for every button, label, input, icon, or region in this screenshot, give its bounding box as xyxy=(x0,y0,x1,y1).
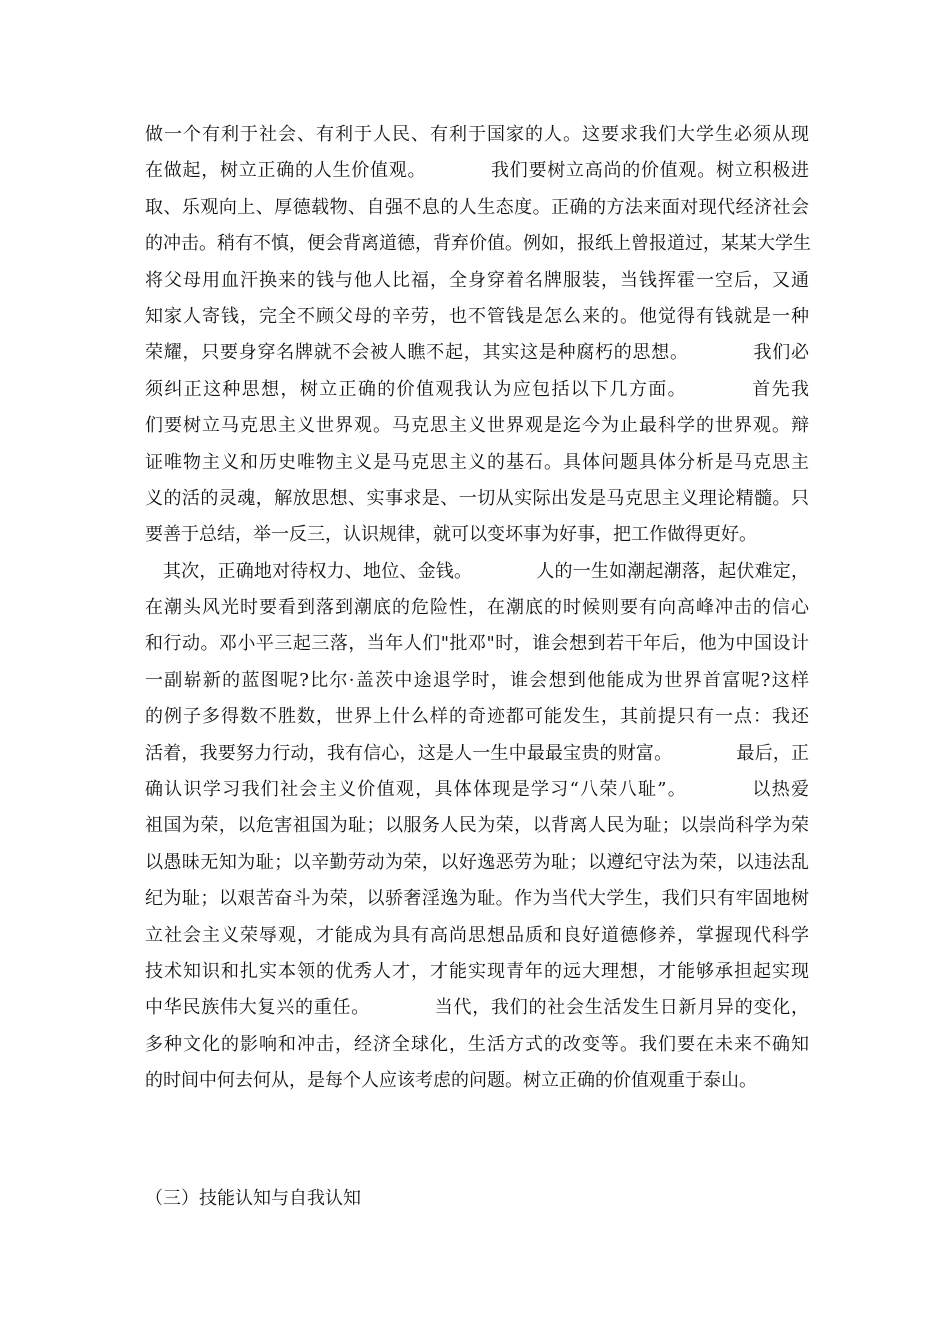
text-segment: 其次，正确地对待权力、地位、金钱。 xyxy=(163,560,473,582)
text-segment: 须纠正这种思想，树立正确的价值观我认为应包括以下几方面。 xyxy=(145,378,687,400)
text-line: 多种文化的影响和冲击，经济全球化，生活方式的改变等。我们要在未来不确知 xyxy=(145,1033,809,1055)
text-line xyxy=(145,335,809,371)
text-line xyxy=(145,772,809,808)
text-segment: 我们要树立高尚的价值观。树立积极进 xyxy=(490,160,809,182)
text-segment: 在做起，树立正确的人生价值观。 xyxy=(145,160,427,182)
text-line: 的例子多得数不胜数，世界上什么样的奇迹都可能发生，其前提只有一点：我还 xyxy=(145,706,809,728)
text-line xyxy=(145,736,809,772)
text-line: 取、乐观向上、厚德载物、自强不息的人生态度。正确的方法来面对现代经济社会 xyxy=(145,196,809,218)
text-line: 祖国为荣，以危害祖国为耻；以服务人民为荣，以背离人民为耻；以崇尚科学为荣 xyxy=(145,815,809,837)
text-segment: 人的一生如潮起潮落，起伏难定， xyxy=(536,560,809,582)
text-line: 将父母用血汗换来的钱与他人比福，全身穿着名牌服装，当钱挥霍一空后，又通 xyxy=(145,269,809,291)
text-segment: 最后，正 xyxy=(736,742,810,764)
text-line: 和行动。邓小平三起三落，当年人们"批邓"时，谁会想到若干年后，他为中国设计 xyxy=(145,633,809,655)
text-segment: 中华民族伟大复兴的重任。 xyxy=(145,997,370,1019)
text-segment: 荣耀，只要身穿名牌就不会被人瞧不起，其实这是种腐朽的思想。 xyxy=(145,342,689,364)
text-line xyxy=(145,990,809,1026)
text-line xyxy=(145,153,809,189)
text-segment: 当代，我们的社会生活发生日新月异的变化， xyxy=(434,997,809,1019)
text-segment: 活着，我要努力行动，我有信心，这是人一生中最最宝贵的财富。 xyxy=(145,742,673,764)
text-line: 在潮头风光时要看到落到潮底的危险性，在潮底的时候则要有向高峰冲击的信心 xyxy=(145,597,809,619)
text-line: 立社会主义荣辱观，才能成为具有高尚思想品质和良好道德修养，掌握现代科学 xyxy=(145,924,809,946)
text-line: 以愚昧无知为耻；以辛勤劳动为荣，以好逸恶劳为耻；以遵纪守法为荣，以违法乱 xyxy=(145,851,809,873)
text-segment: 首先我 xyxy=(750,378,810,400)
text-line xyxy=(145,372,809,408)
text-line: 义的活的灵魂，解放思想、实事求是、一切从实际出发是马克思主义理论精髓。只 xyxy=(145,487,809,509)
text-line: 们要树立马克思主义世界观。马克思主义世界观是迄今为止最科学的世界观。辩 xyxy=(145,415,809,437)
text-line: 技术知识和扎实本领的优秀人才，才能实现青年的远大理想，才能够承担起实现 xyxy=(145,960,809,982)
text-line: 的冲击。稍有不慎，便会背离道德，背弃价值。例如，报纸上曾报道过，某某大学生 xyxy=(145,233,811,255)
text-line: 一副崭新的蓝图呢?比尔·盖茨中途退学时，谁会想到他能成为世界首富呢?这样 xyxy=(145,669,809,691)
text-line: 要善于总结，举一反三，认识规律，就可以变坏事为好事，把工作做得更好。 xyxy=(145,524,757,546)
text-line xyxy=(145,554,809,590)
body-paragraph xyxy=(145,117,809,1100)
text-line: 证唯物主义和历史唯物主义是马克思主义的基石。具体问题具体分析是马克思主 xyxy=(145,451,809,473)
section-heading: （三）技能认知与自我认知 xyxy=(145,1188,361,1209)
text-line: 纪为耻；以艰苦奋斗为荣，以骄奢淫逸为耻。作为当代大学生，我们只有牢固地树 xyxy=(145,888,809,910)
text-segment: 以热爱 xyxy=(751,779,810,801)
text-line: 的时间中何去何从，是每个人应该考虑的问题。树立正确的价值观重于泰山。 xyxy=(145,1070,757,1092)
text-segment: 确认识学习我们社会主义价值观，具体体现是学习“八荣八耻”。 xyxy=(145,779,688,801)
text-line: 做一个有利于社会、有利于人民、有利于国家的人。这要求我们大学生必须从现 xyxy=(145,124,809,145)
text-line: 知家人寄钱，完全不顾父母的辛劳，也不管钱是怎么来的。他觉得有钱就是一种 xyxy=(145,305,809,327)
text-segment: 我们必 xyxy=(752,342,809,364)
